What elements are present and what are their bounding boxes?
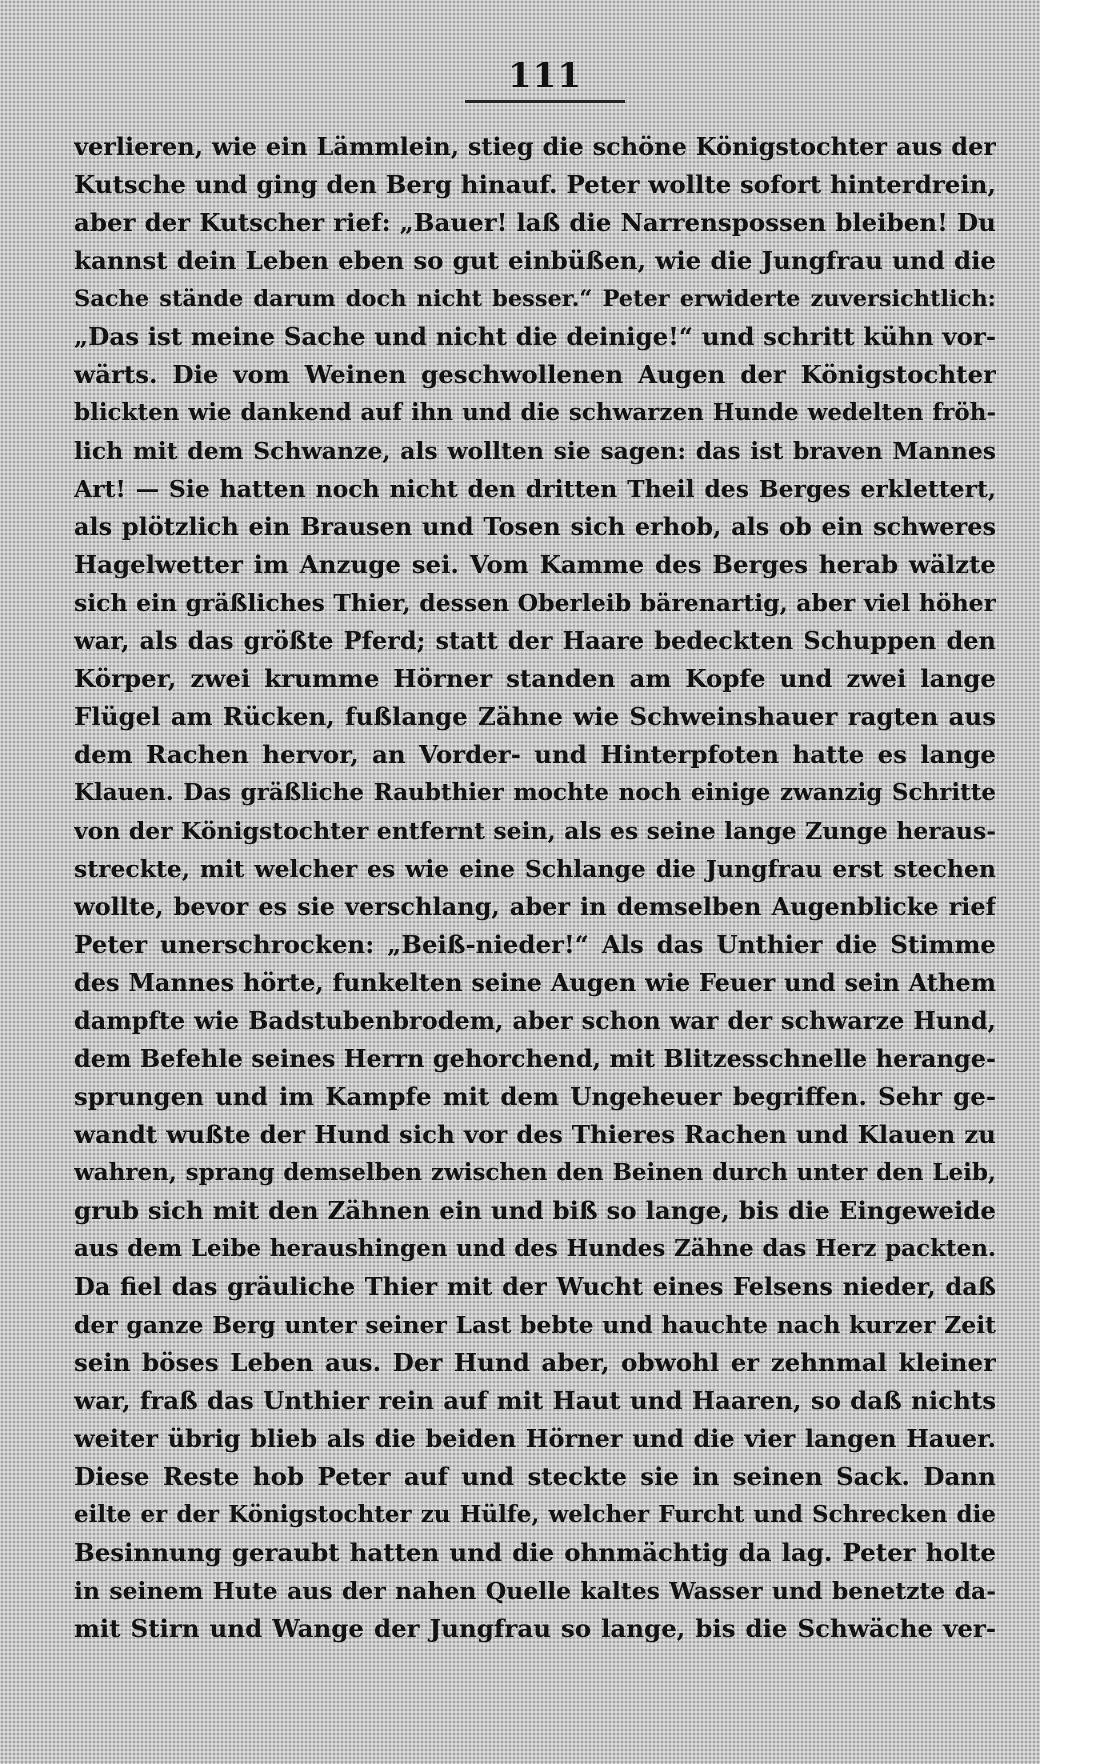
text-line: sich ein gräßliches Thier, dessen Oberleib bärenartig, aber viel höher [74,589,996,617]
text-line: dampfte wie Badstubenbrodem, aber schon war der schwarze Hund, [74,1006,996,1035]
text-line: Diese Reste hob Peter auf und steckte sie in seinen Sack. Dann [74,1462,996,1491]
text-line: als plötzlich ein Brausen und Tosen sich erhob, als ob ein schweres [74,512,996,541]
text-line: der ganze Berg unter seiner Last bebte und hauchte nach kurzer Zeit [74,1311,996,1339]
text-line: wahren, sprang demselben zwischen den Beinen durch unter den Leib, [74,1159,996,1186]
text-line: von der Königstochter entfernt sein, als es seine lange Zunge heraus- [74,817,996,845]
text-line: aber der Kutscher rief: „Bauer! laß die Narrenspossen bleiben! Du [74,208,996,237]
text-line: Hagelwetter im Anzuge sei. Vom Kamme des Berges herab wälzte [74,550,996,579]
text-line: Peter unerschrocken: „Beiß-nieder!“ Als das Unthier die Stimme [74,930,996,959]
text-line: mit Stirn und Wange der Jungfrau so lange, bis die Schwäche ver- [74,1614,996,1643]
text-line: lich mit dem Schwanze, als wollten sie sagen: das ist braven Mannes [74,437,996,465]
text-line: weiter übrig blieb als die beiden Hörner und die vier langen Hauer. [74,1424,996,1453]
text-line: eilte er der Königstochter zu Hülfe, welcher Furcht und Schrecken die [74,1501,996,1528]
text-line: Körper, zwei krumme Hörner standen am Kopfe und zwei lange [74,664,996,693]
text-line: kannst dein Leben eben so gut einbüßen, wie die Jungfrau und die [74,246,996,275]
scan-margin [1040,0,1106,1764]
text-line: sprungen und im Kampfe mit dem Ungeheuer begriffen. Sehr ge- [74,1082,996,1111]
text-line: grub sich mit den Zähnen ein und biß so lange, bis die Eingeweide [74,1196,996,1225]
text-line: streckte, mit welcher es wie eine Schlange die Jungfrau erst stechen [74,855,996,883]
text-line: Besinnung geraubt hatten und die ohnmächtig da lag. Peter holte [74,1538,996,1567]
text-line: Kutsche und ging den Berg hinauf. Peter wollte sofort hinterdrein, [74,170,996,199]
text-line: Sache stände darum doch nicht besser.“ Peter erwiderte zuversichtlich: [74,286,996,312]
text-line: war, als das größte Pferd; statt der Haare bedeckten Schuppen den [74,626,996,655]
text-line: sein böses Leben aus. Der Hund aber, obwohl er zehnmal kleiner [74,1348,996,1377]
text-line: wärts. Die vom Weinen geschwollenen Augen der Königstochter [74,360,996,389]
header-rule [465,100,625,103]
page-number: 111 [508,56,582,96]
text-line: dem Befehle seines Herrn gehorchend, mit Blitzesschnelle herange- [74,1044,996,1073]
text-line: wandt wußte der Hund sich vor des Thieres Rachen und Klauen zu [74,1120,996,1149]
text-line: wollte, bevor es sie verschlang, aber in demselben Augenblicke rief [74,892,996,921]
text-line: dem Rachen hervor, an Vorder- und Hinterpfoten hatte es lange [74,740,996,769]
text-line: Klauen. Das gräßliche Raubthier mochte noch einige zwanzig Schritte [74,779,996,806]
text-line: Flügel am Rücken, fußlange Zähne wie Schweinshauer ragten aus [74,702,996,731]
text-line: Art! — Sie hatten noch nicht den dritten Theil des Berges erklettert, [74,475,996,503]
text-line: blickten wie dankend auf ihn und die schwarzen Hunde wedelten fröh- [74,399,996,426]
text-line: des Mannes hörte, funkelten seine Augen wie Feuer und sein Athem [74,968,996,997]
body-text [74,128,996,1648]
text-line: aus dem Leibe heraushingen und des Hundes Zähne das Herz packten. [74,1235,996,1262]
text-line: in seinem Hute aus der nahen Quelle kaltes Wasser und benetzte da- [74,1577,996,1605]
text-line: „Das ist meine Sache und nicht die deinige!“ und schritt kühn vor- [74,322,996,351]
text-line: war, fraß das Unthier rein auf mit Haut und Haaren, so daß nichts [74,1386,996,1415]
text-line: Da fiel das gräuliche Thier mit der Wucht eines Felsens nieder, daß [74,1272,996,1301]
text-line: verlieren, wie ein Lämmlein, stieg die schöne Königstochter aus der [74,132,996,161]
